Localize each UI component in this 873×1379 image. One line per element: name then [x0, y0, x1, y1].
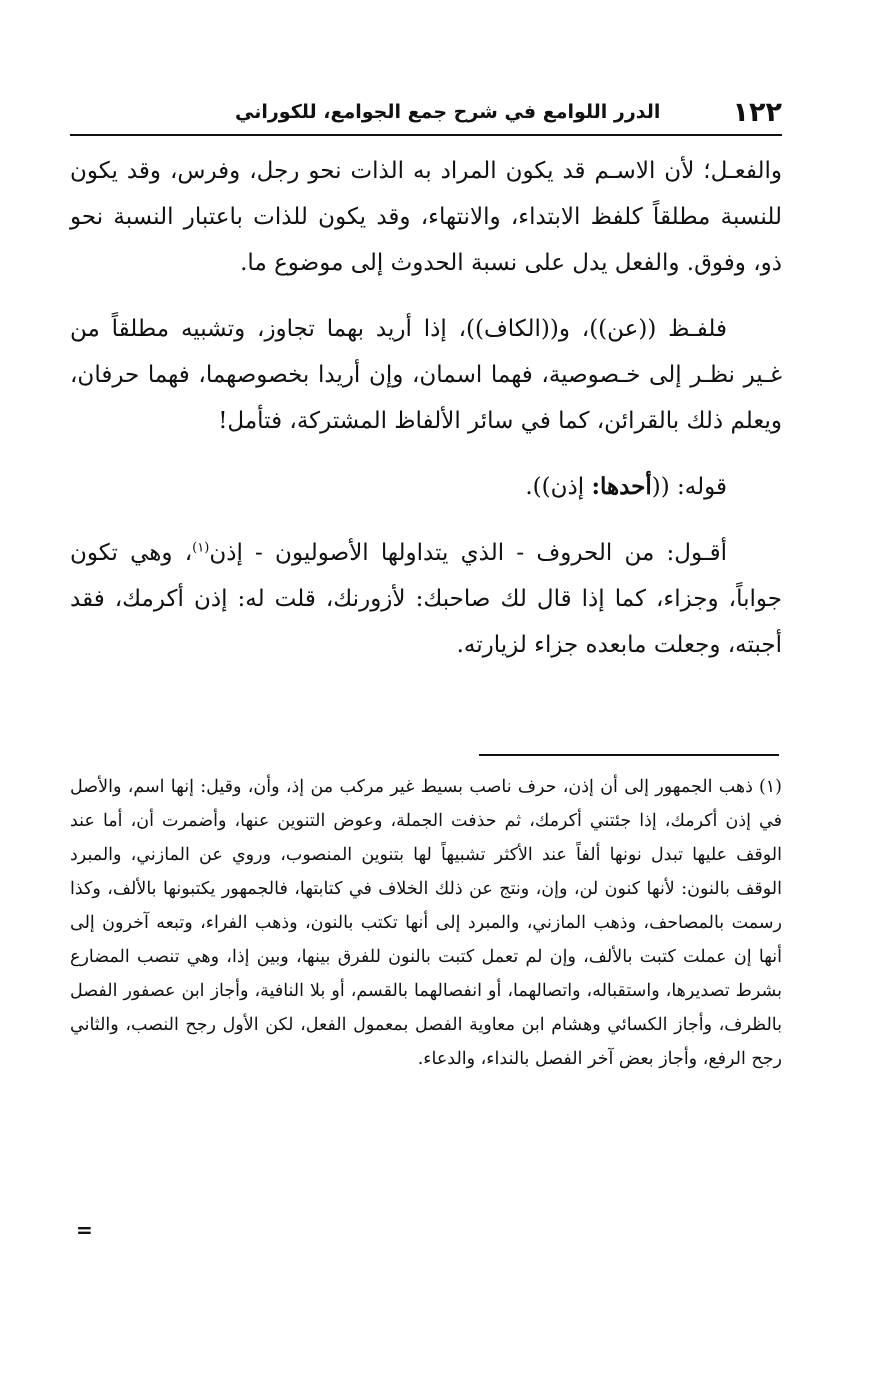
footnote-1 [70, 770, 782, 1076]
paragraph-1: والفعـل؛ لأن الاسـم قد يكون المراد به الذات نحو رجل، وفرس، وقد يكون للنسبة مطلقاً كلفظ الابتداء، والانتهاء، وقد يكون للذات باعتبار النسبة نحو ذو، وفوق. والفعل يدل على نسبة الحدوث إلى موضوع ما. [70, 158, 782, 276]
quote-paragraph [70, 464, 782, 510]
paragraph-2: فلفـظ ((عن))، و((الكاف))، إذا أريد بهما تجاوز، وتشبيه مطلقاً من غـير نظـر إلى خـصوصية، فهما اسمان، وإن أريدا بخصوصهما، فهما حرفان، ويعلم ذلك بالقرائن، كما في سائر الألفاظ المشتركة، فتأمل! [70, 316, 782, 434]
continuation-mark: = [76, 1218, 93, 1242]
footnote-divider [479, 754, 779, 756]
page-header [70, 90, 782, 136]
footnote-number: (١) [758, 777, 782, 797]
quote-bold-word: أحدها: [591, 473, 652, 500]
main-text [70, 148, 782, 688]
quote-lead: قوله: (( [651, 474, 727, 500]
paragraph-4 [70, 530, 782, 668]
running-title: الدرر اللوامع في شرح جمع الجوامع، للكوراني [235, 101, 661, 123]
paragraph-4-part1: أقـول: من الحروف - الذي يتداولها الأصوليون - إذن [209, 540, 728, 566]
paragraph-4-part2: ، وهي تكون جواباً، وجزاء، كما إذا قال لك صاحبك: لأزورنك، قلت له: إذن أكرمك، فقد أجبته، وجعلت مابعده جزاء لزيارته. [70, 540, 782, 658]
footnote-text: ذهب الجمهور إلى أن إذن، حرف ناصب بسيط غير مركب من إذ، وأن، وقيل: إنها اسم، والأصل في إذن أكرمك، إذا جئتني أكرمك، ثم حذفت الجملة، وعوض التنوين عنها، وأضمرت أن، أما عند الوقف عليها تبدل نونها ألفاً عند الأكثر تشبيهاً لها بتنوين المنصوب، وروي عن المازني، والمبرد الوقف بالنون: لأنها كنون لن، وإن، ونتج عن ذلك الخلاف في كتابتها، فالجمهور يكتبونها بالألف، وكذا رسمت بالمصاحف، وذهب المازني، والمبرد إلى أنها تكتب بالنون، وذهب الفراء، وتبعه آخرون إلى أنها إن عملت كتبت بالألف، وإن لم تعمل كتبت بالنون للفرق بينها، وبين إذا، وهي تنصب المضارع بشرط تصديرها، واستقباله، واتصالهما، أو انفصالهما بالقسم، أو بلا النافية، وأجاز ابن عصفور الفصل بالظرف، وأجاز الكسائي وهشام ابن معاوية الفصل بمعمول الفعل، لكن الأول رجح النصب، والثاني رجح الرفع، وأجاز بعض آخر الفصل بالنداء، والدعاء. [70, 777, 782, 1069]
page-number: ١٢٢ [732, 96, 782, 128]
quote-rest: إذن)). [525, 474, 592, 500]
footnote-reference: (١) [192, 540, 210, 556]
footnotes-section [70, 770, 782, 1076]
